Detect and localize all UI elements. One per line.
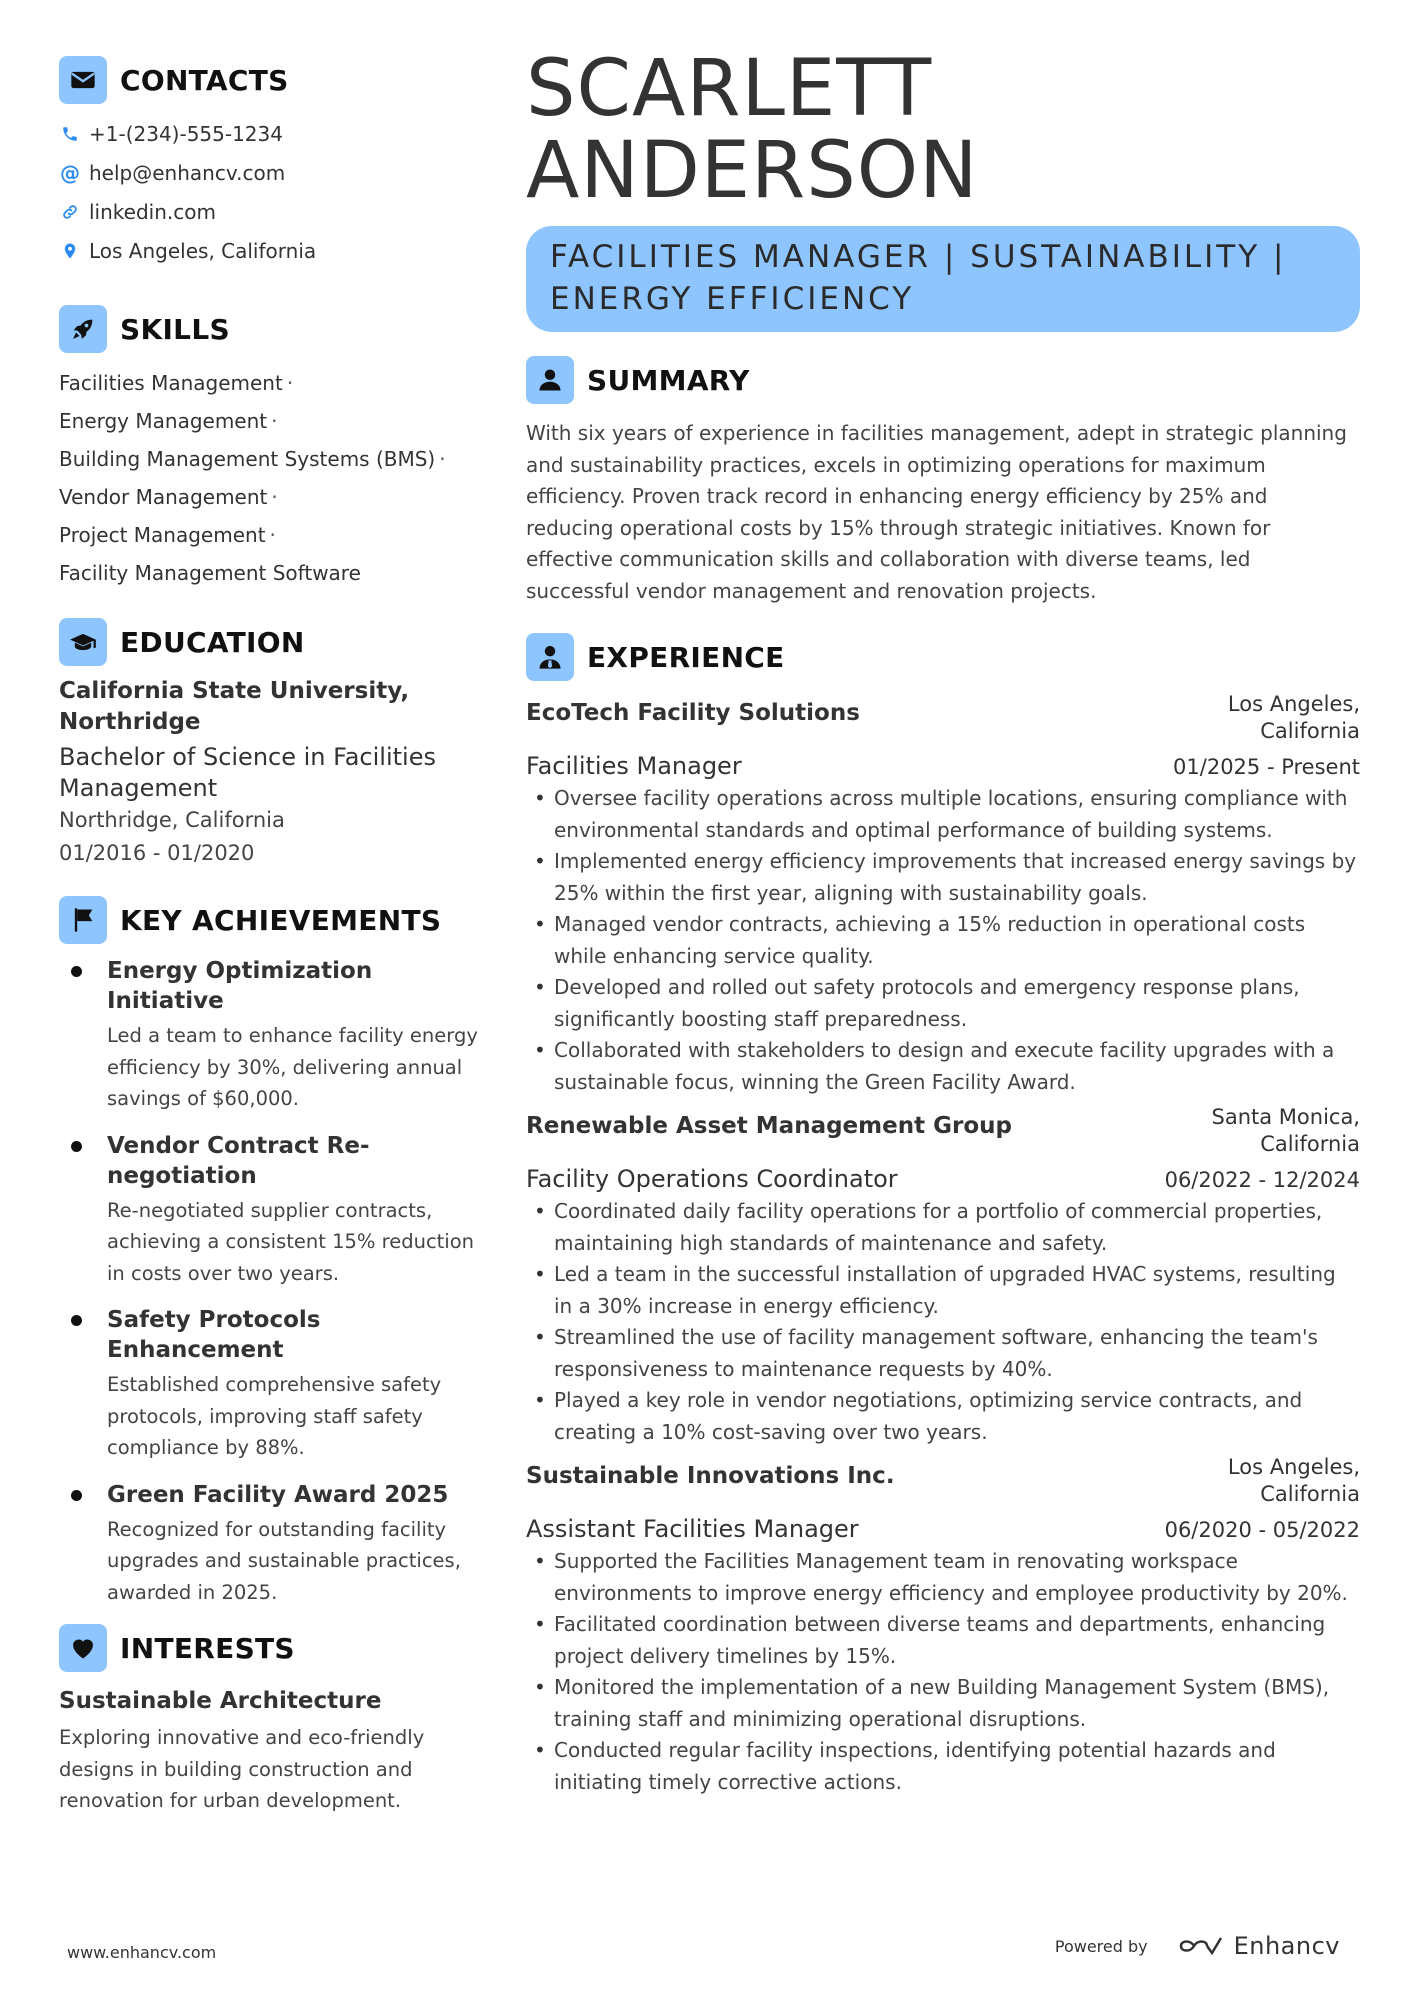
- education-school: California State University, Northridge: [59, 678, 410, 735]
- skill-item: Facilities Management ·: [59, 371, 294, 395]
- skill-item: Vendor Management ·: [59, 485, 278, 509]
- achievement-item: Energy Optimization Initiative Led a team to enhance facility energy efficiency by 30%, delivering annual savings of $60,000.: [59, 956, 479, 1115]
- contact-location-text: Los Angeles, California: [89, 238, 317, 263]
- job-company: Sustainable Innovations Inc.: [526, 1463, 895, 1489]
- contact-phone[interactable]: [59, 114, 479, 153]
- job-bullets: [526, 1546, 1360, 1798]
- job-bullet: • Conducted regular facility inspections, identifying potential hazards and initiating timely corrective actions.: [526, 1735, 1360, 1798]
- contact-phone-text: +1-(234)-555-1234: [89, 121, 283, 146]
- contact-linkedin-text: linkedin.com: [89, 199, 216, 224]
- job-bullets: [526, 1196, 1360, 1448]
- education-header: [59, 618, 479, 666]
- interest-desc: Exploring innovative and eco-friendly designs in building construction and renovation for urban development.: [59, 1726, 425, 1812]
- achievements-header: [59, 896, 479, 944]
- summary-header: [526, 356, 1360, 404]
- achievements-title: KEY ACHIEVEMENTS: [120, 903, 442, 937]
- job-bullet: • Facilitated coordination between diverse teams and departments, enhancing project delivery timelines by 15%.: [526, 1609, 1360, 1672]
- achievement-item: Safety Protocols Enhancement Established comprehensive safety protocols, improving staff safety compliance by 88%.: [59, 1305, 479, 1464]
- skill-item: Building Management Systems (BMS) ·: [59, 447, 446, 471]
- education-degree: Bachelor of Science in Facilities Management: [59, 743, 436, 802]
- job-bullet: • Played a key role in vendor negotiations, optimizing service contracts, and creating a 10% cost-saving over two years.: [526, 1385, 1360, 1448]
- job-bullet: • Collaborated with stakeholders to design and execute facility upgrades with a sustainable focus, winning the Green Facility Award.: [526, 1035, 1360, 1098]
- experience-header: [526, 633, 1360, 681]
- right-column: [526, 44, 1360, 1798]
- bullet-icon: [71, 1141, 82, 1152]
- flag-icon: [59, 896, 107, 944]
- enhancv-logo-icon: [1176, 1933, 1224, 1959]
- contacts-title: CONTACTS: [120, 63, 289, 97]
- skills-header: [59, 305, 479, 353]
- bullet-icon: [71, 1315, 82, 1326]
- job-company: Renewable Asset Management Group: [526, 1113, 1012, 1139]
- candidate-name-first: SCARLETT: [526, 44, 933, 134]
- education-location: Northridge, California: [59, 808, 285, 832]
- job-bullet: • Oversee facility operations across multiple locations, ensuring compliance with environmental standards and optimal performance of building systems.: [526, 783, 1360, 846]
- bullet-icon: [71, 1490, 82, 1501]
- interests-title: INTERESTS: [120, 1631, 295, 1665]
- job-entry: [526, 1104, 1360, 1448]
- interest-title: Sustainable Architecture: [59, 1688, 382, 1714]
- link-icon: [59, 203, 81, 221]
- job-dates: 01/2025 - Present: [1173, 755, 1360, 779]
- job-bullet: • Developed and rolled out safety protocols and emergency response plans, significantly boosting staff preparedness.: [526, 972, 1360, 1035]
- job-role: Facilities Manager: [526, 752, 742, 780]
- footer-website[interactable]: www.enhancv.com: [67, 1943, 217, 1962]
- job-entry: [526, 691, 1360, 1098]
- experience-title: EXPERIENCE: [587, 640, 785, 674]
- interests-header: [59, 1624, 479, 1672]
- summary-text: With six years of experience in facilities management, adept in strategic planning and sustainability practices, excels in optimizing operations for maximum efficiency. Proven track record in enhancing energy efficiency by 25% and reducing operational costs by 15% through strategic initiatives. Known for effective communication skills and collaboration with diverse teams, led successful vendor management and renovation projects.: [526, 421, 1347, 603]
- footer-branding[interactable]: [1055, 1932, 1340, 1960]
- graduation-cap-icon: [59, 618, 107, 666]
- contact-email[interactable]: [59, 153, 479, 192]
- job-bullet: • Streamlined the use of facility management software, enhancing the team's responsiveness to maintenance requests by 40%.: [526, 1322, 1360, 1385]
- contact-location: [59, 231, 479, 270]
- job-role-row: [526, 1162, 1360, 1196]
- job-bullet: • Coordinated daily facility operations for a portfolio of commercial properties, maintaining high standards of maintenance and safety.: [526, 1196, 1360, 1259]
- contacts-header: [59, 56, 479, 104]
- job-header: [526, 1104, 1360, 1158]
- envelope-icon: [59, 56, 107, 104]
- job-dates: 06/2022 - 12/2024: [1164, 1168, 1360, 1192]
- powered-by-label: Powered by: [1054, 1936, 1148, 1956]
- skill-item: Facility Management Software: [59, 561, 361, 585]
- job-entry: [526, 1454, 1360, 1798]
- headline-banner: FACILITIES MANAGER | SUSTAINABILITY | ENERGY EFFICIENCY: [526, 226, 1360, 332]
- job-location: Santa Monica, California: [1211, 1105, 1360, 1156]
- job-location: Los Angeles, California: [1227, 692, 1360, 743]
- skills-title: SKILLS: [120, 312, 230, 346]
- job-dates: 06/2020 - 05/2022: [1164, 1518, 1360, 1542]
- job-role-row: [526, 749, 1360, 783]
- contacts-list: [59, 114, 479, 270]
- achievements-list: [59, 956, 479, 1608]
- interest-entry: [59, 1686, 479, 1817]
- job-header: [526, 691, 1360, 745]
- phone-icon: [59, 125, 81, 143]
- rocket-icon: [59, 305, 107, 353]
- at-icon: @: [60, 160, 80, 185]
- contact-linkedin[interactable]: [59, 192, 479, 231]
- skill-item: Energy Management ·: [59, 409, 278, 433]
- job-company: EcoTech Facility Solutions: [526, 700, 860, 726]
- job-role-row: [526, 1512, 1360, 1546]
- education-entry: [59, 676, 479, 870]
- location-pin-icon: [59, 242, 81, 260]
- user-icon: [526, 356, 574, 404]
- heart-icon: [59, 1624, 107, 1672]
- enhancv-brand: Enhancv: [1233, 1932, 1340, 1960]
- education-dates: 01/2016 - 01/2020: [59, 841, 255, 865]
- bullet-icon: [71, 966, 82, 977]
- left-column: [59, 56, 479, 1817]
- contact-email-text: help@enhancv.com: [89, 160, 286, 185]
- job-bullets: [526, 783, 1360, 1098]
- job-role: Facility Operations Coordinator: [526, 1165, 898, 1193]
- candidate-name-last: ANDERSON: [526, 126, 979, 216]
- job-bullet: • Supported the Facilities Management team in renovating workspace environments to improve energy efficiency and employee productivity by 20%.: [526, 1546, 1360, 1609]
- businessman-icon: [526, 633, 574, 681]
- education-title: EDUCATION: [120, 625, 305, 659]
- achievement-item: Vendor Contract Re-negotiation Re-negotiated supplier contracts, achieving a consistent 15% reduction in costs over two years.: [59, 1131, 479, 1290]
- job-bullet: • Managed vendor contracts, achieving a 15% reduction in operational costs while enhancing service quality.: [526, 909, 1360, 972]
- job-bullet: • Monitored the implementation of a new Building Management System (BMS), training staff and minimizing operational disruptions.: [526, 1672, 1360, 1735]
- job-location: Los Angeles, California: [1227, 1455, 1360, 1506]
- job-bullet: • Implemented energy efficiency improvements that increased energy savings by 25% within the first year, aligning with sustainability goals.: [526, 846, 1360, 909]
- skills-list: [59, 364, 479, 592]
- skill-item: Project Management ·: [59, 523, 276, 547]
- summary-title: SUMMARY: [587, 363, 750, 397]
- achievement-item: Green Facility Award 2025 Recognized for outstanding facility upgrades and sustainable practices, awarded in 2025.: [59, 1480, 479, 1609]
- job-bullet: • Led a team in the successful installation of upgraded HVAC systems, resulting in a 30% increase in energy efficiency.: [526, 1259, 1360, 1322]
- job-header: [526, 1454, 1360, 1508]
- job-role: Assistant Facilities Manager: [526, 1515, 859, 1543]
